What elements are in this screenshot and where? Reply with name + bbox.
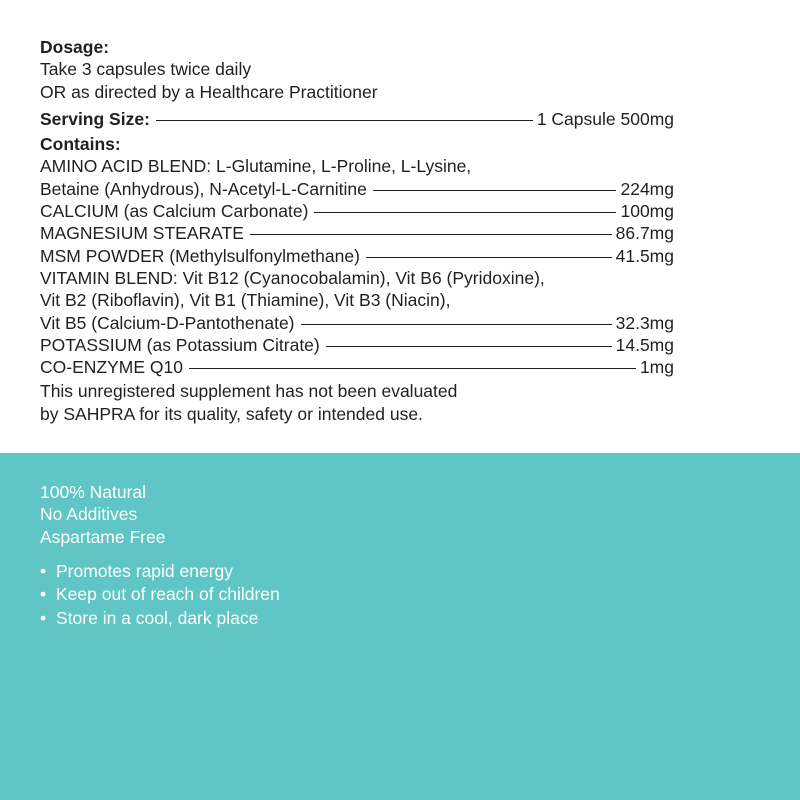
- bullet-item: [40, 583, 740, 607]
- ingredient-amount: 1mg: [639, 357, 674, 378]
- ingredient-name: MAGNESIUM STEARATE: [40, 223, 244, 244]
- bullet-icon: •: [40, 584, 47, 605]
- ingredient-amount: 41.5mg: [615, 245, 674, 266]
- dotted-leader: [366, 257, 612, 258]
- ingredient-name: CALCIUM (as Calcium Carbonate): [40, 201, 309, 222]
- ingredient-name: CO-ENZYME Q10: [40, 357, 183, 378]
- ingredient-name: POTASSIUM (as Potassium Citrate): [40, 334, 320, 355]
- bullet-icon: •: [40, 607, 47, 628]
- bullet-icon: •: [40, 560, 47, 581]
- dotted-leader: [301, 324, 612, 325]
- dosage-heading: Dosage:: [40, 37, 110, 57]
- dotted-leader: [250, 234, 612, 235]
- dotted-leader: [326, 346, 612, 347]
- features-panel: [0, 453, 800, 800]
- ingredient-line: Vit B2 (Riboflavin), Vit B1 (Thiamine), Vit B3 (Niacin),: [40, 290, 451, 311]
- contains-heading: Contains:: [40, 134, 121, 155]
- dotted-leader: [314, 212, 616, 213]
- ingredient-amount: 100mg: [620, 201, 674, 222]
- feature-item: No Additives: [40, 504, 138, 525]
- dotted-leader: [373, 190, 617, 191]
- ingredient-line: AMINO ACID BLEND: L-Glutamine, L-Proline, L-Lysine,: [40, 156, 472, 177]
- bullet-text: Store in a cool, dark place: [56, 607, 259, 628]
- ingredient-row: [40, 178, 674, 200]
- dotted-leader: [189, 368, 636, 369]
- disclaimer-line: by SAHPRA for its quality, safety or intended use.: [40, 403, 423, 424]
- bullet-text: Promotes rapid energy: [56, 560, 234, 581]
- label-content: [40, 36, 674, 425]
- bullet-item: [40, 607, 740, 631]
- dosage-line: Take 3 capsules twice daily: [40, 59, 252, 80]
- ingredient-row: [40, 245, 674, 267]
- dosage-line: OR as directed by a Healthcare Practitioner: [40, 81, 378, 102]
- feature-item: Aspartame Free: [40, 526, 166, 547]
- features-content: [40, 481, 740, 630]
- ingredient-name: Betaine (Anhydrous), N-Acetyl-L-Carnitine: [40, 178, 367, 199]
- disclaimer: [40, 380, 674, 425]
- ingredient-amount: 14.5mg: [615, 334, 674, 355]
- ingredient-name: Vit B5 (Calcium-D-Pantothenate): [40, 312, 295, 333]
- bullet-item: [40, 560, 740, 584]
- dotted-leader: [156, 120, 533, 121]
- bullet-list: [40, 560, 740, 631]
- serving-size-row: [40, 108, 674, 130]
- ingredient-row: [40, 312, 674, 334]
- ingredient-amount: 224mg: [620, 178, 674, 199]
- disclaimer-line: This unregistered supplement has not been evaluated: [40, 381, 458, 402]
- ingredient-row: [40, 356, 674, 378]
- ingredient-row: [40, 334, 674, 356]
- ingredient-line: VITAMIN BLEND: Vit B12 (Cyanocobalamin), Vit B6 (Pyridoxine),: [40, 267, 545, 288]
- serving-size-value: 1 Capsule 500mg: [536, 108, 674, 129]
- ingredients-list: [40, 155, 674, 378]
- ingredient-amount: 86.7mg: [615, 223, 674, 244]
- serving-size-label: Serving Size:: [40, 108, 150, 129]
- ingredient-row: [40, 200, 674, 222]
- ingredient-row: [40, 222, 674, 244]
- bullet-text: Keep out of reach of children: [56, 584, 280, 605]
- ingredient-amount: 32.3mg: [615, 312, 674, 333]
- ingredient-name: MSM POWDER (Methylsulfonylmethane): [40, 245, 360, 266]
- feature-item: 100% Natural: [40, 482, 147, 502]
